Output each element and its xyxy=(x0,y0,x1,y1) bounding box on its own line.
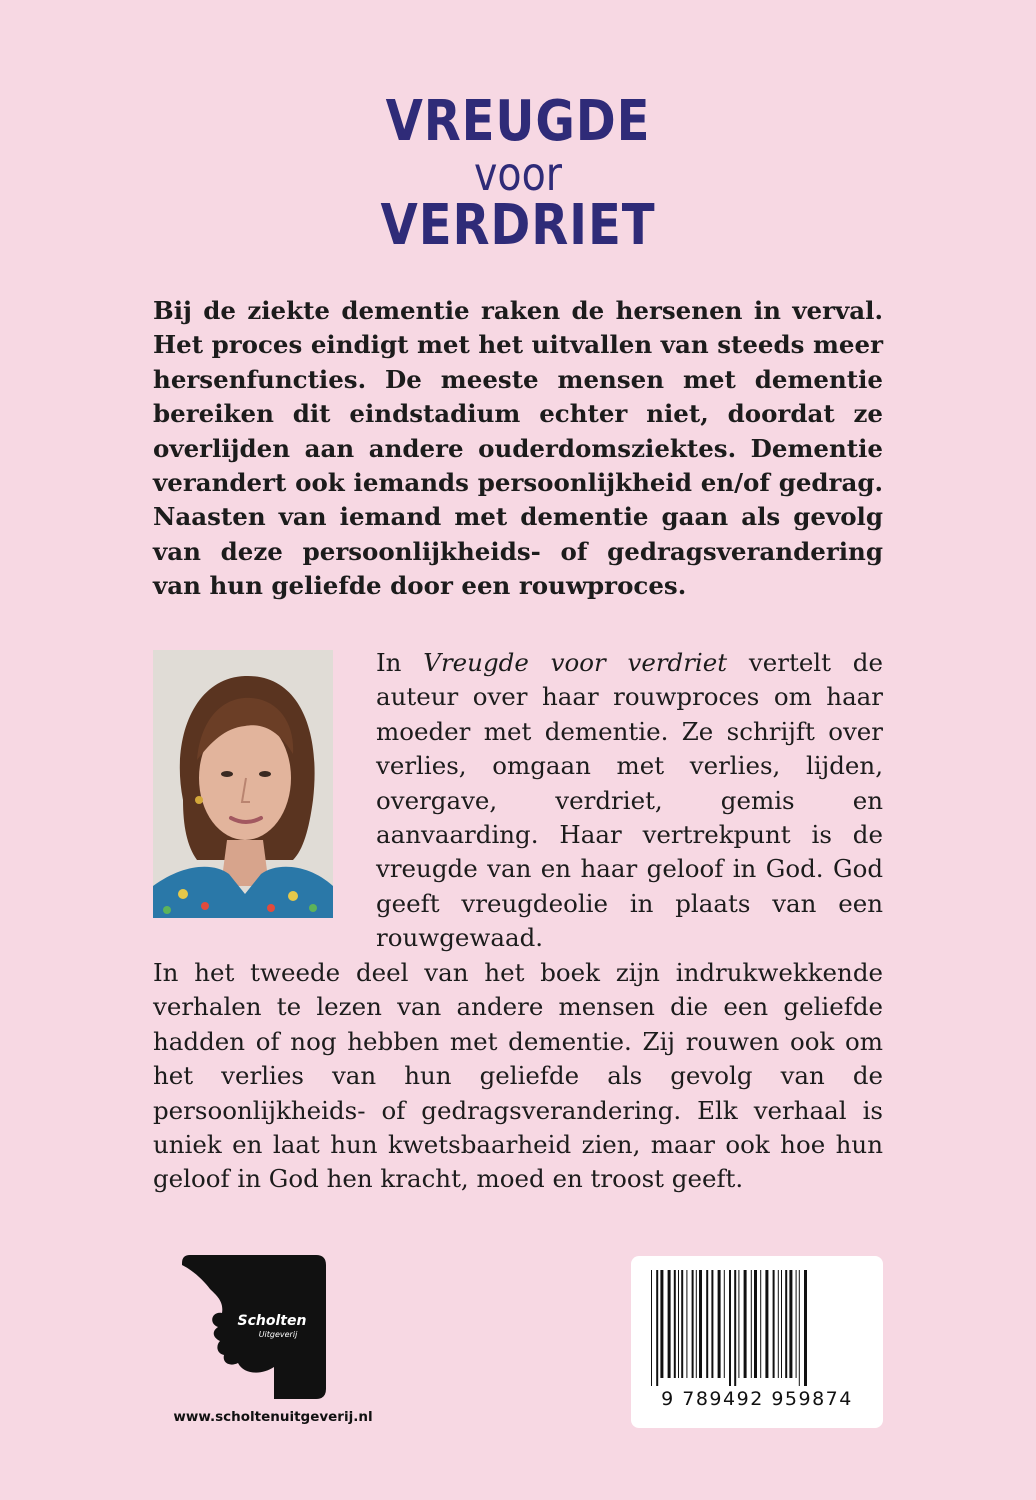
barcode-bar xyxy=(738,1270,739,1378)
barcode-bar xyxy=(765,1270,768,1378)
barcode-bar xyxy=(724,1270,725,1378)
description-lead: In xyxy=(376,648,424,677)
barcode-bar xyxy=(706,1270,708,1378)
barcode-bar xyxy=(751,1270,752,1378)
barcode-bar xyxy=(778,1270,779,1378)
barcode-bar xyxy=(699,1270,702,1378)
barcode-bar xyxy=(729,1270,731,1386)
barcode-bar xyxy=(804,1270,807,1386)
barcode-bar xyxy=(686,1270,687,1378)
barcode-bar xyxy=(711,1270,713,1378)
barcode-bar xyxy=(744,1270,747,1378)
barcode-bar xyxy=(674,1270,676,1378)
isbn-barcode xyxy=(643,1270,871,1386)
barcode-bar xyxy=(799,1270,800,1386)
publisher-logo xyxy=(182,1255,326,1399)
barcode-bar xyxy=(789,1270,792,1378)
barcode-bar xyxy=(773,1270,775,1378)
publisher-name: Scholten xyxy=(237,1313,307,1329)
book-description xyxy=(376,646,883,956)
title-line-3: VERDRIET xyxy=(380,193,656,258)
barcode-bar xyxy=(760,1270,761,1378)
author-photo xyxy=(153,650,333,918)
barcode-bar xyxy=(668,1270,671,1378)
title-line-2: voor xyxy=(473,147,563,201)
barcode-bar xyxy=(651,1270,652,1386)
barcode-bar xyxy=(754,1270,757,1378)
barcode-bar xyxy=(660,1270,663,1378)
part-two-paragraph: In het tweede deel van het boek zijn indrukwekkende verhalen te lezen van andere mensen die een geliefde hadden of nog hebben met dementie. Zij rouwen ook om het verlies van hun geliefde als gevolg van de persoonlijkheids- of gedragsverandering. Elk verhaal is uniek en laat hun kwetsbaarheid zien, maar ook hoe hun geloof in God hen kracht, moed en troost geeft. xyxy=(153,958,883,1194)
description-book-title: Vreugde voor verdriet xyxy=(423,648,728,677)
publisher-website: www.scholtenuitgeverij.nl xyxy=(173,1409,373,1425)
publisher-sub: Uitgeverij xyxy=(258,1330,298,1339)
intro-paragraph: Bij de ziekte dementie raken de hersenen in verval. Het proces eindigt met het uitvallen van steeds meer hersenfuncties. De meeste mensen met dementie bereiken dit eindstadium echter niet, doordat ze overlijden aan andere ouderdomsziektes. Dementie verandert ook iemands persoonlijkheid en/of gedrag. Naasten van iemand met dementie gaan als gevolg van deze persoonlijkheids- of gedragsverandering van hun geliefde door een rouwproces. xyxy=(153,296,883,601)
barcode-bar xyxy=(656,1270,658,1386)
title-line-1: VREUGDE xyxy=(385,89,651,154)
barcode-bar xyxy=(692,1270,694,1378)
barcode-panel xyxy=(631,1256,883,1428)
barcode-bar xyxy=(696,1270,697,1378)
barcode-bar xyxy=(681,1270,683,1378)
barcode-bar xyxy=(781,1270,782,1378)
barcode-bar xyxy=(718,1270,721,1378)
barcode-bar xyxy=(796,1270,797,1378)
description-rest: vertelt de auteur over haar rouwproces om haar moeder met dementie. Ze schrijft over verlies, omgaan met verlies, lijden, overgave, verdriet, gemis en aanvaarding. Haar vertrekpunt is de vreugde van en haar geloof in God. God geeft vreugdeolie in plaats van een rouwgewaad. xyxy=(376,648,883,953)
barcode-bar xyxy=(734,1270,736,1386)
barcode-bar xyxy=(785,1270,787,1378)
barcode-bar xyxy=(678,1270,679,1378)
isbn-number: 9 789492 959874 xyxy=(661,1388,853,1410)
book-title xyxy=(73,89,964,258)
